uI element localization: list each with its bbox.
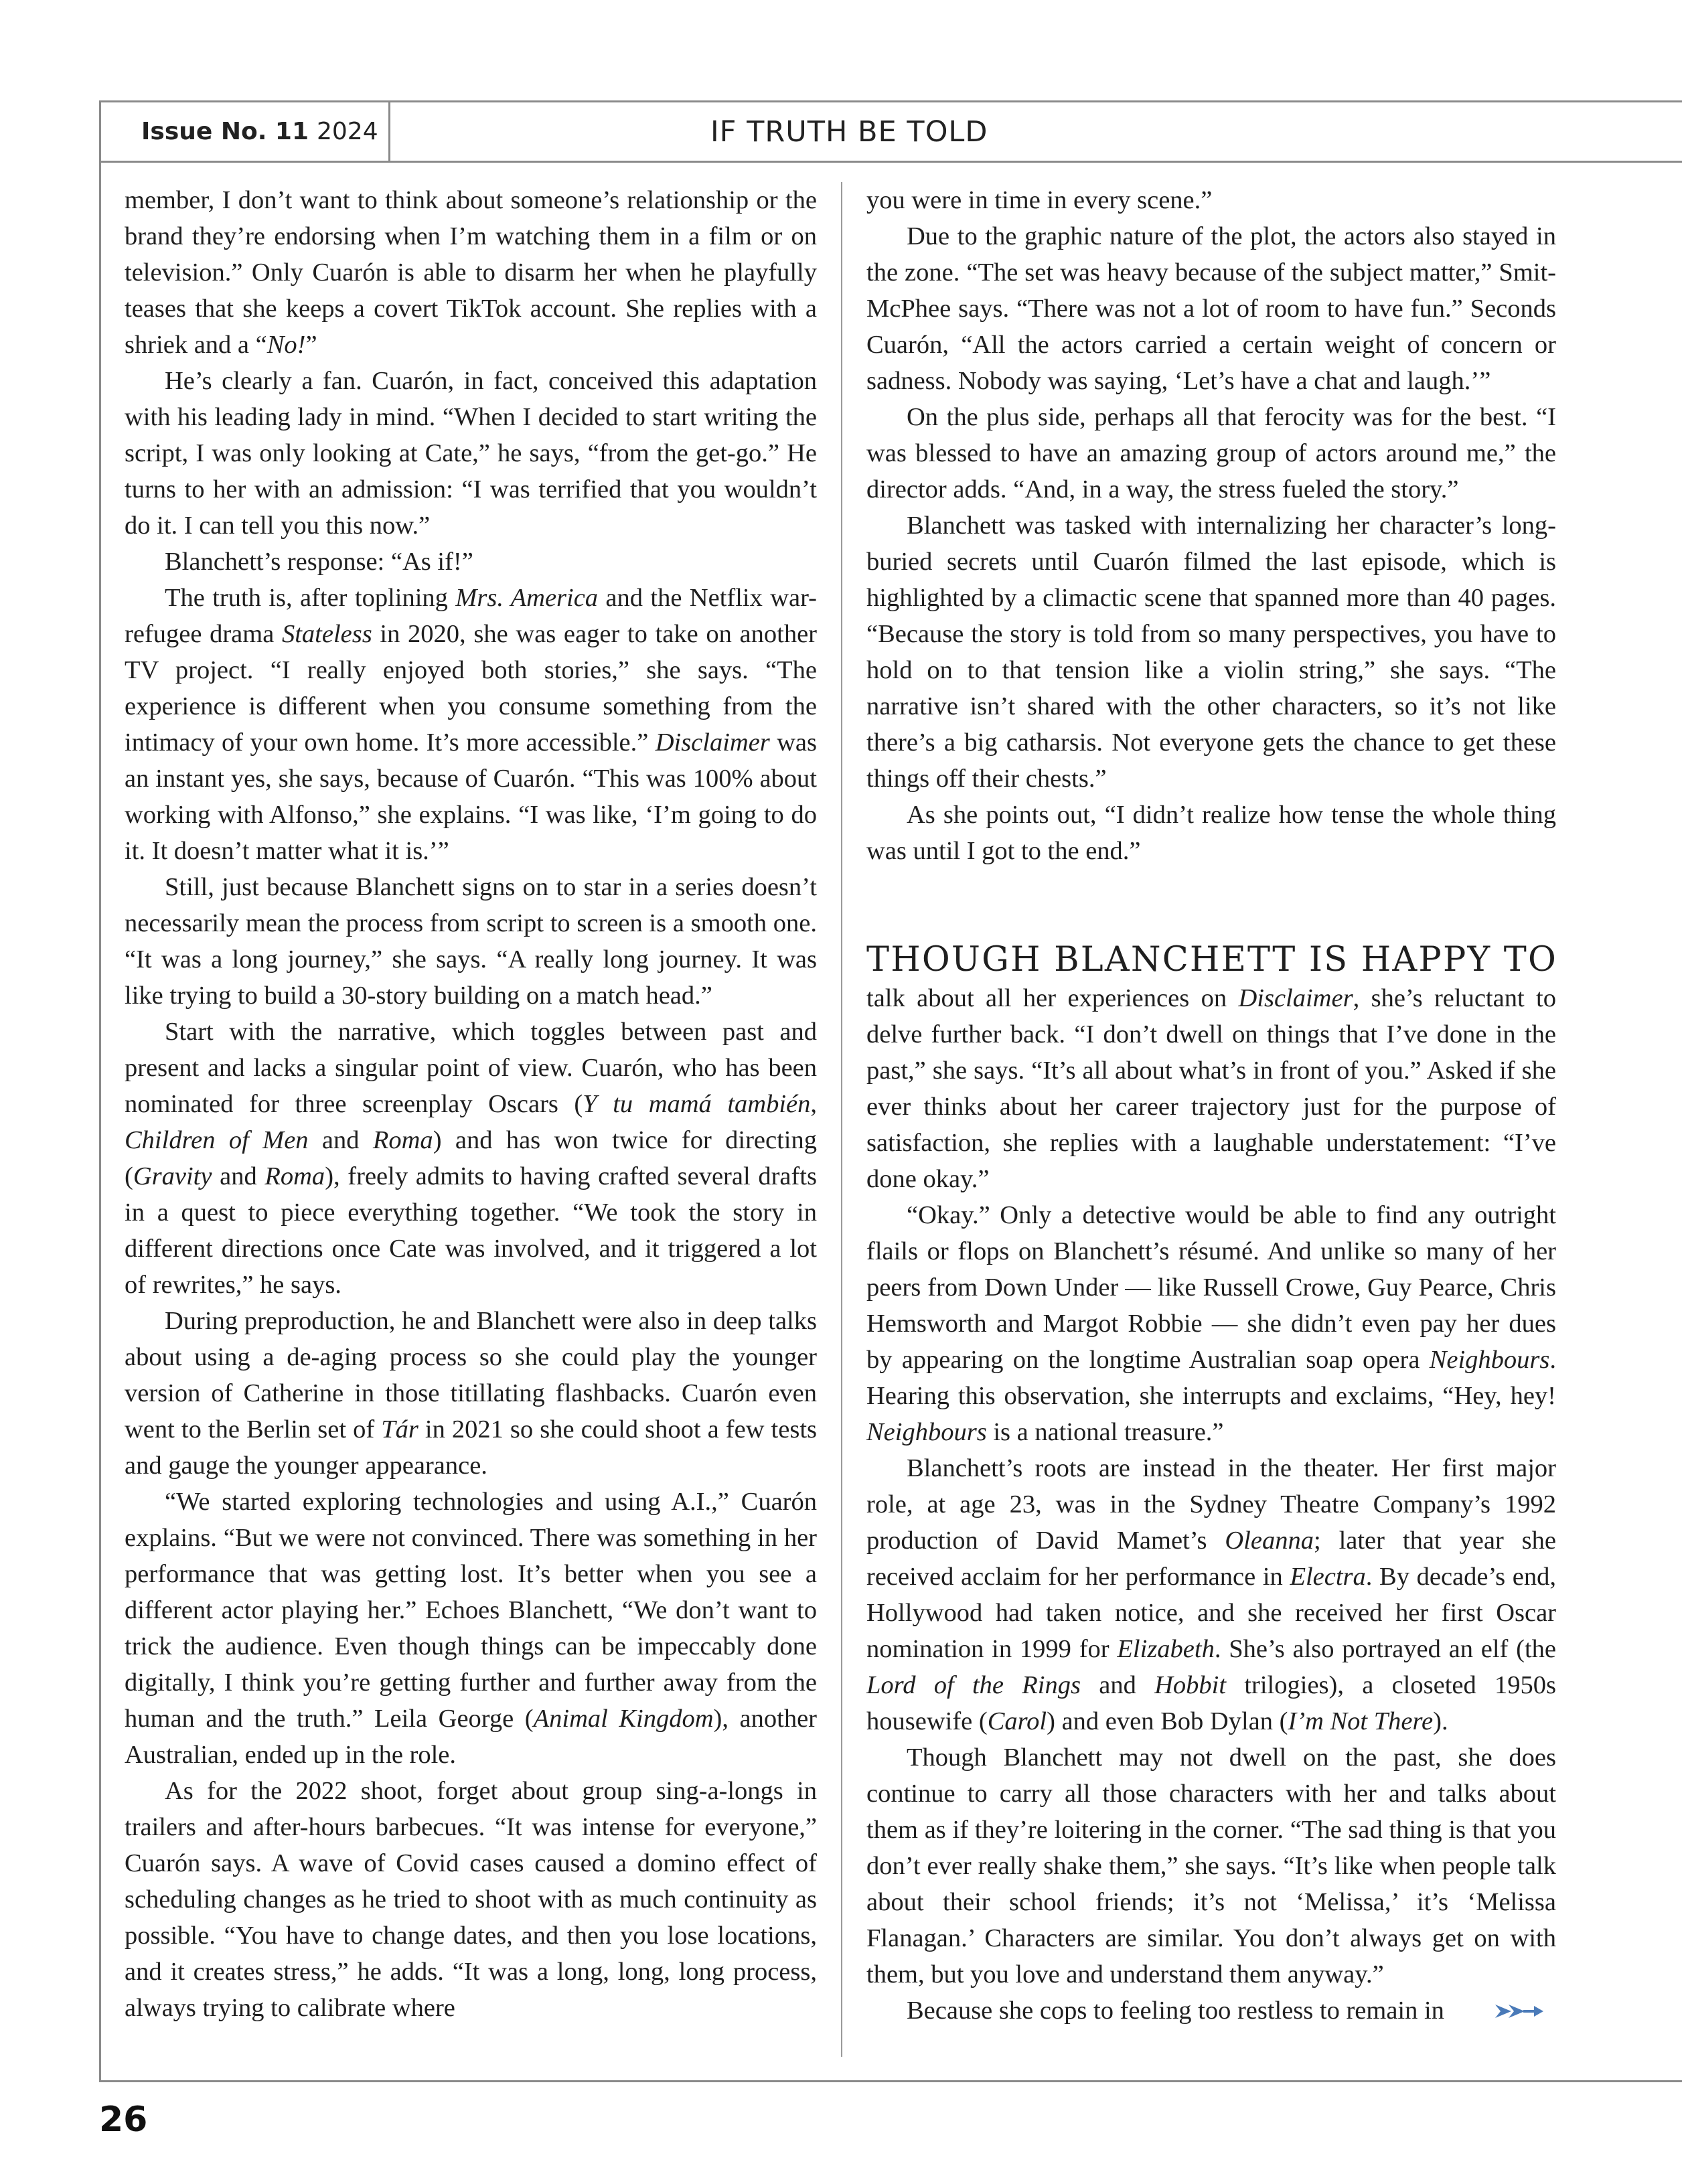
- paragraph: you were in time in every scene.”: [866, 186, 1213, 214]
- page-number: 26: [99, 2100, 148, 2140]
- section-subhead: THOUGH BLANCHETT IS HAPPY TO: [866, 940, 1557, 980]
- paragraph: Because she cops to feeling too restless to remain in: [866, 1993, 1556, 2031]
- paragraph: Blanchett was tasked with internalizing her character’s long-buried secrets until Cuarón filmed the last episode, which is highlighted by a climactic scene that spanned more than 40 pages. “Because the story is told from so many perspectives, you have to hold on to that tension like a violin string,” she says. “The narrative isn’t shared with the other characters, so it’s not like there’s a big catharsis. Not everyone gets the chance to get these things off their chests.”: [866, 512, 1556, 793]
- page-header: [101, 102, 1682, 163]
- paragraph: member, I don’t want to think about someone’s relationship or the brand they’re endorsing when I’m watching them in a film or on television.” Only Cuarón is able to disarm her when he playfully teases that she keeps a covert TikTok account. She replies with a shriek and a “No!”: [125, 186, 817, 359]
- paragraph: On the plus side, perhaps all that ferocity was for the best. “I was blessed to have an amazing group of actors around me,” the director adds. “And, in a way, the stress fueled the story.”: [866, 403, 1556, 503]
- issue-label: [101, 102, 390, 161]
- section-title: IF TRUTH BE TOLD: [710, 114, 988, 149]
- paragraph: Though Blanchett may not dwell on the past, she does continue to carry all those characters with her and talks about them as if they’re loitering in the corner. “The sad thing is that you don’t ever really shake them,” she says. “It’s like when people talk about their school friends; it’s not ‘Melissa,’ it’s ‘Melissa Flanagan.’ Characters are similar. You don’t always get on with them, but you love and understand them anyway.”: [866, 1743, 1556, 1988]
- paragraph: Start with the narrative, which toggles between past and present and lacks a singular point of view. Cuarón, who has been nominated for three screenplay Oscars (Y tu mamá también, Children of Men and Roma) and has won twice for directing (Gravity and Roma), freely admits to having crafted several drafts in a quest to piece everything together. “We took the story in different directions once Cate was involved, and it triggered a lot of rewrites,” he says.: [125, 1018, 817, 1299]
- continue-arrow-icon: [1454, 1995, 1545, 2031]
- left-column: [125, 182, 817, 2026]
- paragraph: Blanchett’s roots are instead in the theater. Her first major role, at age 23, was in the Sydney Theatre Company’s 1992 production of David Mamet’s Oleanna; later that year she received acclaim for her performance in Electra. By decade’s end, Hollywood had taken notice, and she received her first Oscar nomination in 1999 for Elizabeth. She’s also portrayed an elf (the Lord of the Rings and Hobbit trilogies), a closeted 1950s housewife (Carol) and even Bob Dylan (I’m Not There).: [866, 1454, 1557, 1735]
- paragraph: During preproduction, he and Blanchett were also in deep talks about using a de-aging process so she could play the younger version of Catherine in those titillating flashbacks. Cuarón even went to the Berlin set of Tár in 2021 so she could shoot a few tests and gauge the younger appearance.: [125, 1307, 817, 1480]
- paragraph: talk about all her experiences on Disclaimer, she’s reluctant to delve further back. “I don’t dwell on things that I’ve done in the past,” she says. “It’s all about what’s in front of you.” Asked if she ever thinks about her career trajectory just for the purpose of satisfaction, she replies with a laughable understatement: “I’ve done okay.”: [866, 984, 1556, 1193]
- paragraph: Still, just because Blanchett signs on to star in a series doesn’t necessarily mean the process from script to screen is a smooth one. “It was a long journey,” she says. “A really long journey. It was like trying to build a 30-story building on a match head.”: [125, 873, 817, 1010]
- issue-year: 2024: [317, 118, 378, 145]
- paragraph: He’s clearly a fan. Cuarón, in fact, conceived this adaptation with his leading lady in mind. “When I decided to start writing the script, I was only looking at Cate,” he says, “from the get-go.” He turns to her with an admission: “I was terrified that you wouldn’t do it. I can tell you this now.”: [125, 367, 817, 540]
- issue-number: Issue No. 11: [141, 118, 309, 145]
- column-divider: [841, 182, 842, 2057]
- paragraph: As she points out, “I didn’t realize how tense the whole thing was until I got to the end.”: [866, 801, 1556, 865]
- paragraph: “Okay.” Only a detective would be able to find any outright flails or flops on Blanchett’s résumé. And unlike so many of her peers from Down Under — like Russell Crowe, Guy Pearce, Chris Hemsworth and Margot Robbie — she didn’t even pay her dues by appearing on the longtime Australian soap opera Neighbours. Hearing this observation, she interrupts and exclaims, “Hey, hey! Neighbours is a national treasure.”: [866, 1201, 1556, 1446]
- paragraph: Blanchett’s response: “As if!”: [165, 548, 473, 576]
- paragraph: Due to the graphic nature of the plot, the actors also stayed in the zone. “The set was heavy because of the subject matter,” Smit-McPhee says. “There was not a lot of room to have fun.” Seconds Cuarón, “All the actors carried a certain weight of concern or sadness. Nobody was saying, ‘Let’s have a chat and laugh.’”: [866, 222, 1556, 395]
- paragraph: As for the 2022 shoot, forget about group sing-a-longs in trailers and after-hours barbecues. “It was intense for everyone,” Cuarón says. A wave of Covid cases caused a domino effect of scheduling changes as he tried to shoot with as much continuity as possible. “You have to change dates, and then you lose locations, and it creates stress,” he adds. “It was a long, long, long process, always trying to calibrate where: [125, 1777, 817, 2022]
- paragraph: The truth is, after toplining Mrs. America and the Netflix war-refugee drama Stateless in 2020, she was eager to take on another TV project. “I really enjoyed both stories,” she says. “The experience is different when you consume something from the intimacy of your own home. It’s more accessible.” Disclaimer was an instant yes, she says, because of Cuarón. “This was 100% about working with Alfonso,” she explains. “I was like, ‘I’m going to do it. It doesn’t matter what it is.’”: [125, 584, 818, 865]
- right-column: [866, 182, 1556, 2031]
- paragraph: “We started exploring technologies and using A.I.,” Cuarón explains. “But we were not convinced. There was something in her performance that was getting lost. It’s better when you see a different actor playing her.” Echoes Blanchett, “We don’t want to trick the audience. Even though things can be impeccably done digitally, I think you’re getting further and further away from the human and the truth.” Leila George (Animal Kingdom), another Australian, ended up in the role.: [125, 1488, 817, 1769]
